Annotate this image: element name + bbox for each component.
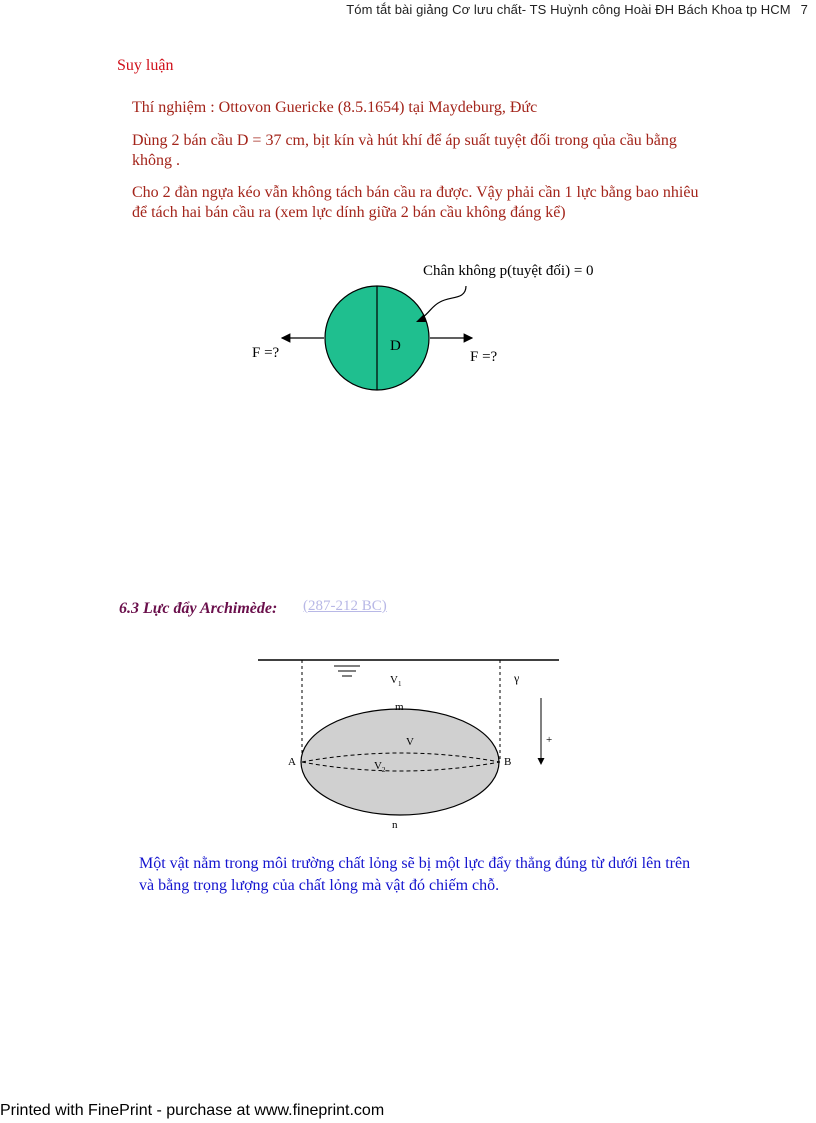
dates-link[interactable]: (287-212 BC) bbox=[303, 598, 387, 614]
vacuum-pointer bbox=[422, 286, 466, 318]
archimedes-principle: Một vật nằm trong môi trường chất lỏng sẽ bị một lực đẩy thẳng đúng từ dưới lên trên và bằng trọng lượng của chất lỏng mà vật đó chiếm chỗ. bbox=[139, 855, 691, 894]
paragraph-experiment: Thí nghiệm : Ottovon Guericke (8.5.1654) tại Maydeburg, Đức bbox=[132, 99, 538, 116]
force-right-label: F =? bbox=[470, 349, 498, 365]
archimedes-figure bbox=[0, 640, 816, 840]
m-label: m bbox=[395, 701, 404, 713]
diameter-label: D bbox=[390, 338, 401, 354]
n-label: n bbox=[392, 819, 398, 831]
point-b-label: B bbox=[504, 756, 512, 768]
v2-label: $V_2$ bbox=[374, 760, 386, 774]
vacuum-label: Chân không p(tuyệt đối) = 0 bbox=[423, 263, 594, 279]
fineprint-footer: Printed with FinePrint - purchase at www.fineprint.com bbox=[0, 1102, 385, 1119]
page-number: 7 bbox=[800, 2, 808, 17]
gamma-label: γ bbox=[514, 671, 520, 685]
v1-label: $V_1$ bbox=[390, 674, 402, 688]
point-a-label: A bbox=[288, 756, 296, 768]
force-left-label: F =? bbox=[252, 345, 280, 361]
paragraph-hemispheres: Dùng 2 bán cầu D = 37 cm, bịt kín và hút khí để áp suất tuyệt đối trong qủa cầu bằng không . bbox=[132, 132, 677, 169]
v-label: V bbox=[406, 736, 414, 748]
plus-label: + bbox=[546, 734, 553, 746]
section-title: Suy luận bbox=[117, 57, 174, 74]
header-title: Tóm tắt bài giảng Cơ lưu chất- TS Huỳnh công Hoài ĐH Bách Khoa tp HCM bbox=[346, 2, 791, 17]
section-63-heading: 6.3 Lực đẩy Archimède: bbox=[119, 600, 278, 617]
magdeburg-figure bbox=[0, 0, 816, 460]
paragraph-question: Cho 2 đàn ngựa kéo vẫn không tách bán cầu ra được. Vậy phải cần 1 lực bằng bao nhiêu để tách hai bán cầu ra (xem lực dính giữa 2 bán cầu không đáng kể) bbox=[132, 184, 699, 221]
submerged-body bbox=[301, 709, 499, 815]
